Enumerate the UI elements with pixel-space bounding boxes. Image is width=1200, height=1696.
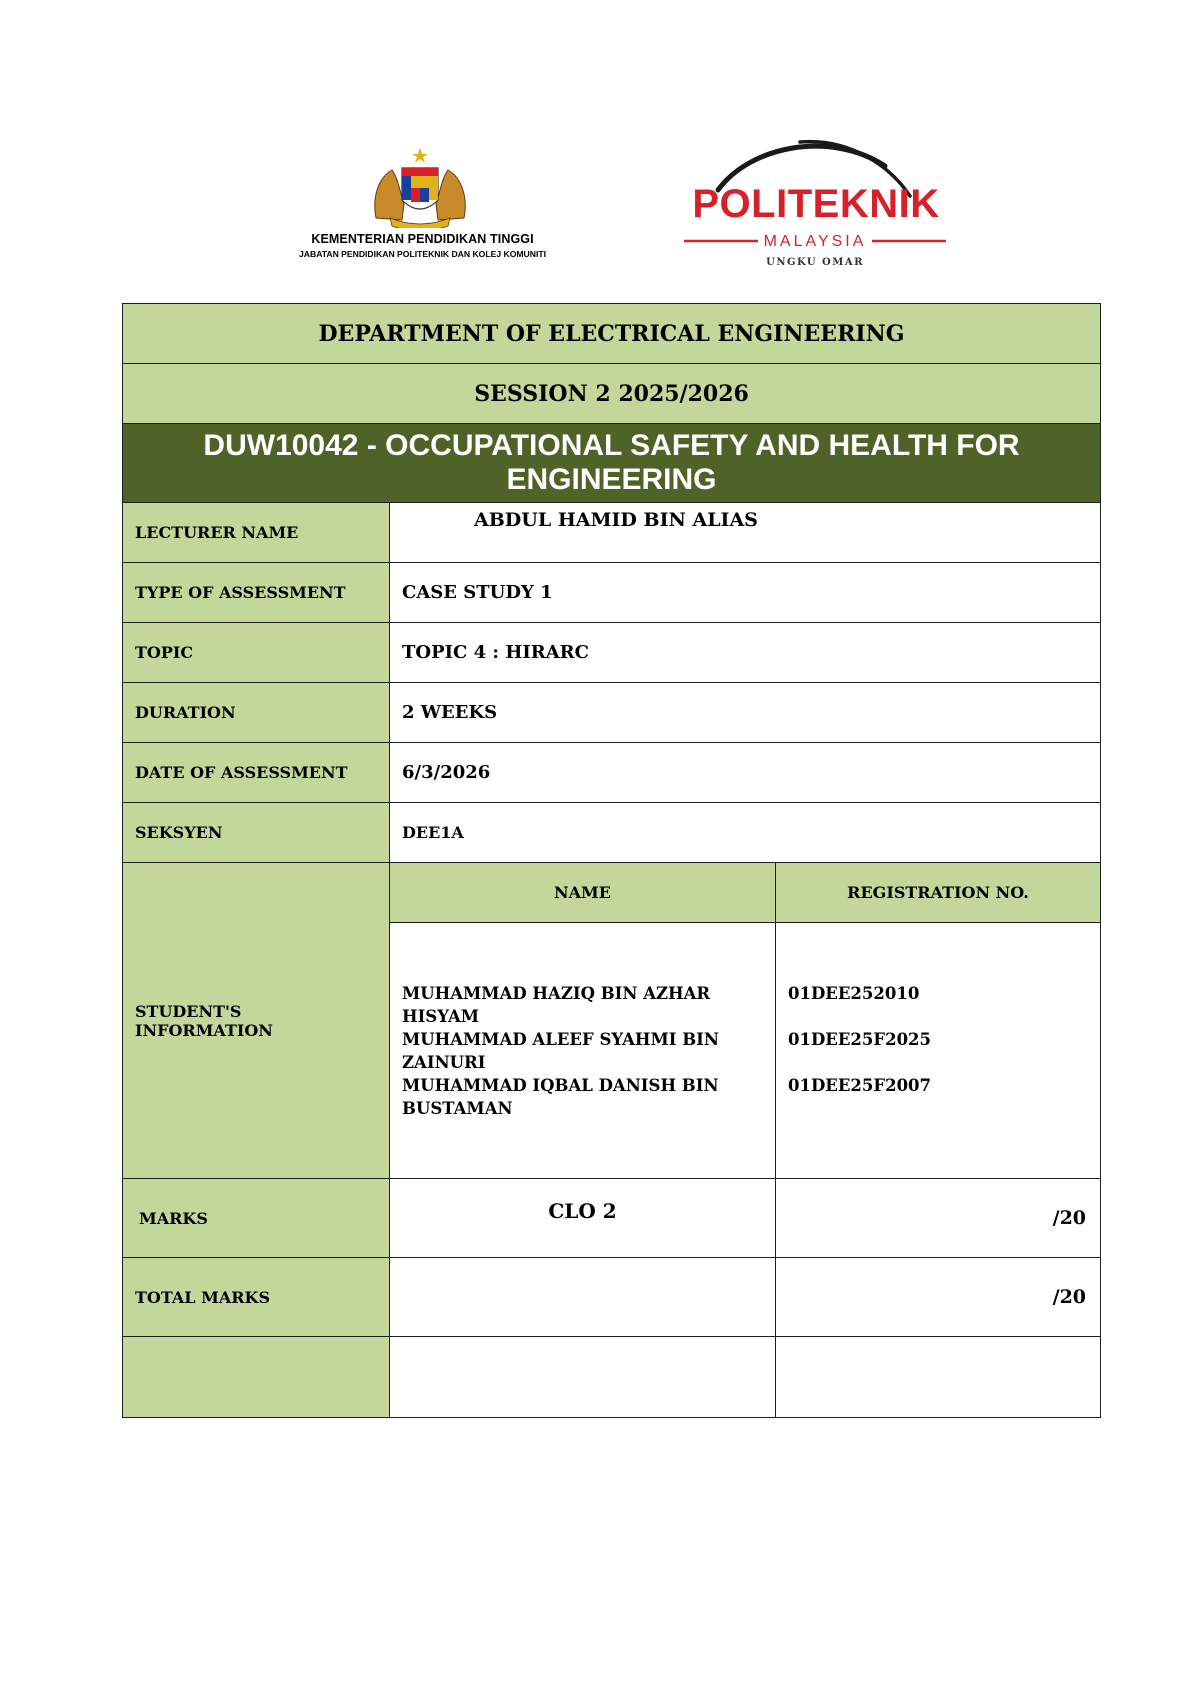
assessment-type-label: TYPE OF ASSESSMENT xyxy=(123,563,390,623)
registration-number: 01DEE252010 xyxy=(788,983,920,1003)
registration-number: 01DEE25F2007 xyxy=(788,1075,932,1095)
topic-value: TOPIC 4 : HIRARC xyxy=(390,623,1101,683)
date-value: 6/3/2026 xyxy=(390,743,1101,803)
department-title: DEPARTMENT OF ELECTRICAL ENGINEERING xyxy=(123,304,1101,364)
table-row xyxy=(123,683,1101,743)
lecturer-name: ABDUL HAMID BIN ALIAS xyxy=(474,509,758,531)
total-marks-out-of: /20 xyxy=(776,1258,1101,1337)
politeknik-country: MALAYSIA xyxy=(763,233,867,250)
ministry-department: JABATAN PENDIDIKAN POLITEKNIK DAN KOLEJ KOMUNITI xyxy=(299,249,546,259)
session-title: SESSION 2 2025/2026 xyxy=(123,364,1101,424)
student-registrations xyxy=(776,923,1101,1179)
name-column-header: NAME xyxy=(390,863,776,923)
section-value: DEE1A xyxy=(390,803,1101,863)
empty-label-cell xyxy=(123,1337,390,1418)
table-row xyxy=(123,743,1101,803)
total-marks-blank xyxy=(390,1258,776,1337)
student-name: MUHAMMAD IQBAL DANISH BIN BUSTAMAN xyxy=(402,1075,719,1118)
assessment-type-value: CASE STUDY 1 xyxy=(390,563,1101,623)
politeknik-wordmark: POLITEKNIK xyxy=(692,182,940,226)
ministry-logo xyxy=(250,148,595,266)
student-name: MUHAMMAD HAZIQ BIN AZHAR HISYAM xyxy=(402,983,711,1026)
table-row xyxy=(123,803,1101,863)
section-label: SEKSYEN xyxy=(123,803,390,863)
table-row xyxy=(123,1179,1101,1258)
student-name: MUHAMMAD ALEEF SYAHMI BIN ZAINURI xyxy=(402,1029,719,1072)
clo-label: CLO 2 xyxy=(390,1179,776,1258)
ministry-name: KEMENTERIAN PENDIDIKAN TINGGI xyxy=(311,232,534,246)
table-row xyxy=(123,1337,1101,1418)
topic-label: TOPIC xyxy=(123,623,390,683)
duration-label: DURATION xyxy=(123,683,390,743)
registration-number: 01DEE25F2025 xyxy=(788,1029,932,1049)
marks-label: MARKS xyxy=(123,1179,390,1258)
table-row xyxy=(123,503,1101,563)
course-title: DUW10042 - OCCUPATIONAL SAFETY AND HEALTH FOR ENGINEERING xyxy=(123,424,1101,503)
table-row xyxy=(123,563,1101,623)
student-names xyxy=(390,923,776,1179)
table-row xyxy=(123,623,1101,683)
lecturer-label: LECTURER NAME xyxy=(123,503,390,563)
table-row xyxy=(123,1258,1101,1337)
politeknik-campus: UNGKU OMAR xyxy=(766,257,864,268)
empty-cell xyxy=(390,1337,776,1418)
assessment-cover-table xyxy=(122,303,1101,1418)
politeknik-logo xyxy=(680,136,950,272)
malaysia-coat-of-arms-icon xyxy=(368,148,472,228)
empty-cell xyxy=(776,1337,1101,1418)
marks-out-of: /20 xyxy=(776,1179,1101,1258)
duration-value: 2 WEEKS xyxy=(390,683,1101,743)
date-label: DATE OF ASSESSMENT xyxy=(123,743,390,803)
registration-column-header: REGISTRATION NO. xyxy=(776,863,1101,923)
total-marks-label: TOTAL MARKS xyxy=(123,1258,390,1337)
student-info-label: STUDENT'S INFORMATION xyxy=(123,863,390,1179)
